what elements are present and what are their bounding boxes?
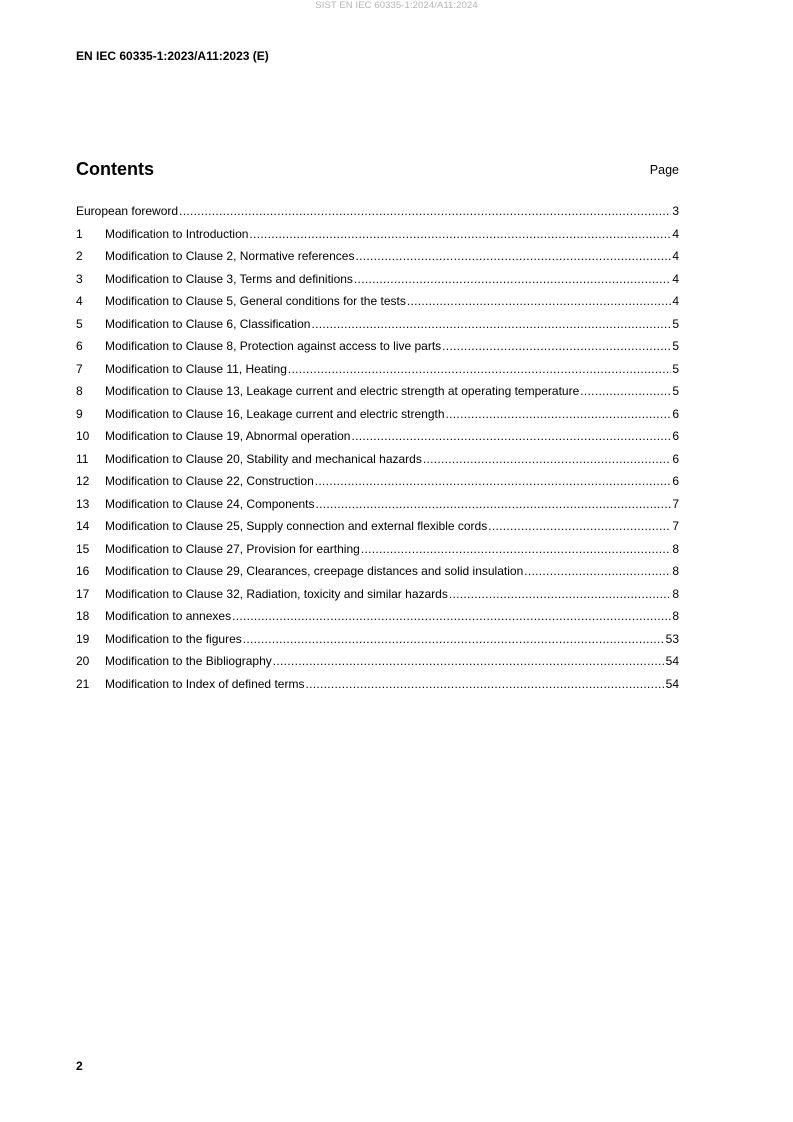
toc-entry-title: Modification to Index of defined terms: [105, 676, 305, 691]
toc-dot-leader: [361, 542, 672, 556]
toc-entry-number: 16: [76, 564, 90, 579]
toc-entry[interactable]: [76, 515, 679, 538]
toc-entry-title: European foreword: [76, 204, 179, 219]
toc-entry[interactable]: [76, 538, 679, 561]
toc-entry-title: Modification to the Bibliography: [105, 654, 272, 669]
toc-entry-number: 5: [76, 316, 83, 331]
toc-entry-number: 12: [76, 474, 90, 489]
toc-entry[interactable]: [76, 335, 679, 358]
toc-entry[interactable]: [76, 493, 679, 516]
toc-entry-page: 5: [672, 384, 679, 399]
toc-entry[interactable]: [76, 403, 679, 426]
toc-entry-title: Modification to Clause 16, Leakage current and electric strength: [105, 406, 445, 421]
toc-entry[interactable]: [76, 425, 679, 448]
toc-entry-number: 21: [76, 676, 90, 691]
toc-entry-page: 4: [672, 294, 679, 309]
toc-dot-leader: [446, 407, 672, 421]
toc-entry-page: 5: [672, 361, 679, 376]
toc-entry[interactable]: [76, 268, 679, 291]
toc-entry[interactable]: [76, 358, 679, 381]
toc-entry-page: 7: [672, 496, 679, 511]
toc-entry-number: 17: [76, 586, 90, 601]
toc-dot-leader: [243, 632, 665, 646]
toc-dot-leader: [488, 519, 671, 533]
toc-entry-title: Modification to Clause 3, Terms and definitions: [105, 271, 353, 286]
toc-entry-page: 5: [672, 316, 679, 331]
page-column-label: Page: [649, 163, 679, 177]
toc-entry-page: 8: [672, 609, 679, 624]
toc-entry-page: 8: [672, 541, 679, 556]
toc-dot-leader: [288, 362, 671, 376]
toc-entry-page: 8: [672, 586, 679, 601]
toc-entry[interactable]: [76, 628, 679, 651]
toc-entry-number: 20: [76, 654, 90, 669]
toc-entry-title: Modification to Introduction: [105, 226, 249, 241]
toc-entry-number: 13: [76, 496, 90, 511]
toc-dot-leader: [524, 564, 671, 578]
toc-entry-page: 6: [672, 429, 679, 444]
toc-entry[interactable]: [76, 605, 679, 628]
document-identifier: EN IEC 60335-1:2023/A11:2023 (E): [76, 49, 269, 63]
toc-dot-leader: [351, 429, 671, 443]
toc-entry-page: 54: [665, 654, 679, 669]
toc-entry-number: 7: [76, 361, 83, 376]
toc-entry-title: Modification to Clause 27, Provision for earthing: [105, 541, 360, 556]
toc-entry-number: 10: [76, 429, 90, 444]
toc-dot-leader: [442, 339, 671, 353]
toc-entry-title: Modification to annexes: [105, 609, 232, 624]
toc-entry-title: Modification to Clause 8, Protection against access to live parts: [105, 339, 442, 354]
toc-entry-number: 8: [76, 384, 83, 399]
toc-entry-number: 6: [76, 339, 83, 354]
toc-dot-leader: [315, 497, 671, 511]
toc-dot-leader: [315, 474, 672, 488]
toc-entry-page: 54: [665, 676, 679, 691]
toc-entry-page: 3: [672, 204, 679, 219]
toc-entry-page: 5: [672, 339, 679, 354]
toc-entry-number: 9: [76, 406, 83, 421]
toc-entry[interactable]: [76, 245, 679, 268]
toc-entry-title: Modification to Clause 19, Abnormal operation: [105, 429, 351, 444]
toc-dot-leader: [273, 654, 665, 668]
toc-entry-title: Modification to Clause 2, Normative references: [105, 249, 355, 264]
watermark: SIST EN IEC 60335-1:2024/A11:2024: [315, 0, 478, 11]
toc-dot-leader: [311, 317, 671, 331]
toc-entry-page: 6: [672, 406, 679, 421]
toc-entry-title: Modification to Clause 5, General conditions for the tests: [105, 294, 406, 309]
toc-entry[interactable]: [76, 223, 679, 246]
toc-entry-number: 15: [76, 541, 90, 556]
toc-entry[interactable]: [76, 673, 679, 696]
toc-entry-title: Modification to Clause 20, Stability and mechanical hazards: [105, 451, 422, 466]
contents-heading: Contents: [76, 159, 154, 179]
toc-entry[interactable]: [76, 650, 679, 673]
toc-entry[interactable]: [76, 470, 679, 493]
toc-entry[interactable]: [76, 380, 679, 403]
toc-dot-leader: [407, 294, 671, 308]
toc-entry-title: Modification to Clause 13, Leakage current and electric strength at operating temperature: [105, 384, 580, 399]
toc-entry-number: 19: [76, 631, 90, 646]
toc-entry-number: 18: [76, 609, 90, 624]
table-of-contents: [76, 200, 679, 695]
toc-entry[interactable]: [76, 583, 679, 606]
toc-entry-number: 2: [76, 249, 83, 264]
toc-entry[interactable]: [76, 200, 679, 223]
toc-entry-page: 4: [672, 271, 679, 286]
toc-dot-leader: [232, 609, 671, 623]
toc-entry-number: 14: [76, 519, 90, 534]
toc-entry-page: 4: [672, 249, 679, 264]
toc-dot-leader: [449, 587, 671, 601]
toc-entry[interactable]: [76, 290, 679, 313]
toc-dot-leader: [179, 204, 671, 218]
toc-entry[interactable]: [76, 448, 679, 471]
toc-entry-title: Modification to Clause 25, Supply connection and external flexible cords: [105, 519, 488, 534]
toc-entry-page: 4: [672, 226, 679, 241]
toc-entry-number: 11: [76, 451, 89, 466]
toc-entry-page: 53: [665, 631, 679, 646]
toc-dot-leader: [354, 272, 671, 286]
toc-entry[interactable]: [76, 560, 679, 583]
toc-entry-title: Modification to the figures: [105, 631, 242, 646]
toc-dot-leader: [355, 249, 671, 263]
page-number: 2: [76, 1059, 83, 1073]
toc-dot-leader: [305, 677, 664, 691]
toc-entry-page: 6: [672, 474, 679, 489]
toc-entry-title: Modification to Clause 6, Classification: [105, 316, 311, 331]
toc-entry[interactable]: [76, 313, 679, 336]
toc-entry-title: Modification to Clause 32, Radiation, toxicity and similar hazards: [105, 586, 448, 601]
toc-dot-leader: [249, 227, 671, 241]
toc-entry-title: Modification to Clause 29, Clearances, creepage distances and solid insulation: [105, 564, 524, 579]
toc-entry-number: 1: [76, 226, 83, 241]
toc-entry-title: Modification to Clause 24, Components: [105, 496, 315, 511]
toc-entry-number: 4: [76, 294, 83, 309]
toc-entry-title: Modification to Clause 11, Heating: [105, 361, 287, 376]
toc-entry-number: 3: [76, 271, 83, 286]
toc-entry-page: 6: [672, 451, 679, 466]
toc-entry-page: 8: [672, 564, 679, 579]
toc-entry-page: 7: [672, 519, 679, 534]
toc-entry-title: Modification to Clause 22, Construction: [105, 474, 314, 489]
toc-dot-leader: [580, 384, 671, 398]
toc-dot-leader: [423, 452, 671, 466]
